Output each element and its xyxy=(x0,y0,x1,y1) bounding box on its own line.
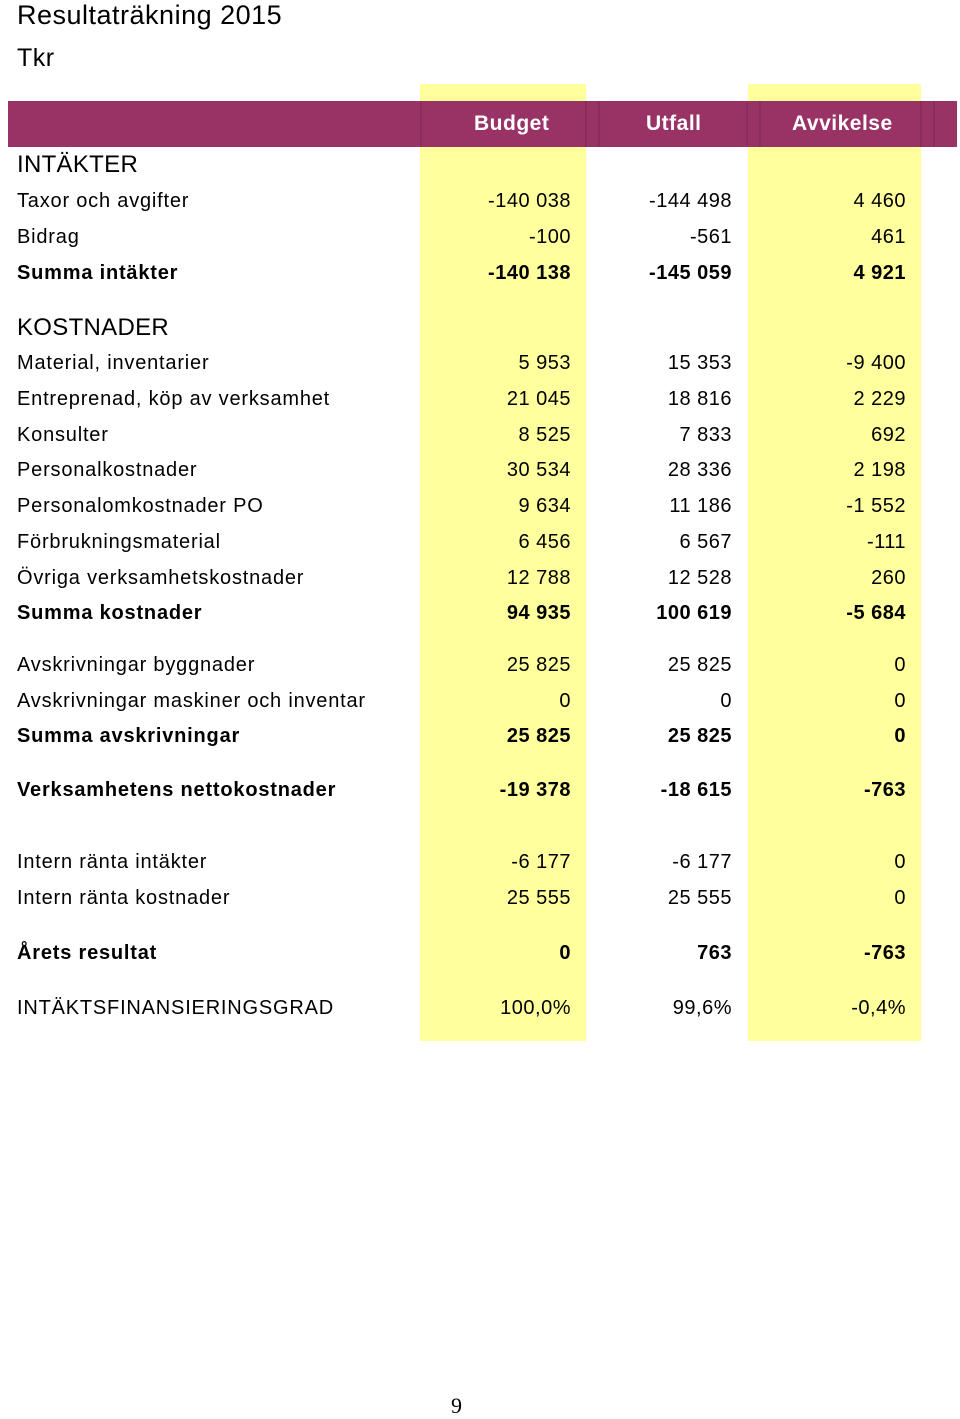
table-row xyxy=(0,567,960,597)
budget-value: 9 634 xyxy=(518,495,571,517)
section-intakter: INTÄKTER xyxy=(17,151,139,178)
utfall-value: 28 336 xyxy=(667,459,732,481)
utfall-value: 6 567 xyxy=(679,531,732,553)
budget-value: 6 456 xyxy=(518,531,571,553)
row-label: Avskrivningar byggnader xyxy=(17,654,256,676)
table-row xyxy=(0,887,960,917)
utfall-value: 25 825 xyxy=(667,725,732,747)
utfall-value: -145 059 xyxy=(649,262,732,284)
budget-value: -6 177 xyxy=(511,851,571,873)
avvikelse-value: -5 684 xyxy=(846,602,906,624)
utfall-value: 100 619 xyxy=(656,602,732,624)
utfall-value: -144 498 xyxy=(649,190,732,212)
row-label: Verksamhetens nettokostnader xyxy=(17,779,337,801)
row-label: Intern ränta kostnader xyxy=(17,887,231,909)
utfall-value: 15 353 xyxy=(667,352,732,374)
row-label: Övriga verksamhetskostnader xyxy=(17,567,305,589)
budget-value: 0 xyxy=(559,690,571,712)
utfall-value: 99,6% xyxy=(672,997,732,1019)
avvikelse-value: -763 xyxy=(863,942,906,964)
table-row xyxy=(0,690,960,720)
avvikelse-value: 0 xyxy=(894,851,906,873)
budget-value: 12 788 xyxy=(506,567,571,589)
row-label: Material, inventarier xyxy=(17,352,210,374)
row-label: Summa intäkter xyxy=(17,262,179,284)
avvikelse-value: 260 xyxy=(871,567,906,589)
utfall-value: -561 xyxy=(689,226,732,248)
header-utfall: Utfall xyxy=(646,112,702,135)
budget-value: 5 953 xyxy=(518,352,571,374)
budget-value: -19 378 xyxy=(499,779,571,801)
header-budget: Budget xyxy=(474,112,550,135)
avvikelse-value: 4 921 xyxy=(853,262,906,284)
page-number: 9 xyxy=(451,1393,462,1418)
avvikelse-value: 0 xyxy=(894,887,906,909)
table-row xyxy=(0,262,960,292)
avvikelse-value: -111 xyxy=(866,531,906,553)
utfall-value: -6 177 xyxy=(672,851,732,873)
avvikelse-value: -1 552 xyxy=(846,495,906,517)
utfall-value: 763 xyxy=(697,942,732,964)
budget-value: 30 534 xyxy=(506,459,571,481)
avvikelse-value: -763 xyxy=(863,779,906,801)
utfall-value: 11 186 xyxy=(669,495,732,517)
table-row xyxy=(0,942,960,972)
table-row xyxy=(0,725,960,755)
avvikelse-value: -0,4% xyxy=(851,997,906,1019)
table-row xyxy=(0,654,960,684)
row-label: Personalomkostnader PO xyxy=(17,495,264,517)
avvikelse-value: 4 460 xyxy=(853,190,906,212)
table-row xyxy=(0,602,960,632)
budget-value: -140 138 xyxy=(488,262,571,284)
avvikelse-value: 0 xyxy=(894,725,906,747)
row-label: Summa avskrivningar xyxy=(17,725,241,747)
budget-value: 25 825 xyxy=(506,654,571,676)
table-row xyxy=(0,226,960,256)
table-row xyxy=(0,851,960,881)
budget-value: -140 038 xyxy=(488,190,571,212)
table-row xyxy=(0,388,960,418)
table-row xyxy=(0,352,960,382)
table-row xyxy=(0,779,960,809)
row-label: INTÄKTSFINANSIERINGSGRAD xyxy=(17,997,335,1019)
row-label: Konsulter xyxy=(17,424,109,446)
avvikelse-value: 0 xyxy=(894,690,906,712)
utfall-value: 12 528 xyxy=(667,567,732,589)
avvikelse-value: 2 229 xyxy=(853,388,906,410)
budget-value: 25 825 xyxy=(506,725,571,747)
budget-value: 8 525 xyxy=(518,424,571,446)
budget-value: 100,0% xyxy=(500,997,571,1019)
table-row xyxy=(0,424,960,454)
budget-value: 21 045 xyxy=(506,388,571,410)
header-avvikelse: Avvikelse xyxy=(792,112,893,135)
row-label: Summa kostnader xyxy=(17,602,203,624)
table-row xyxy=(0,997,960,1027)
row-label: Intern ränta intäkter xyxy=(17,851,208,873)
table-row xyxy=(0,495,960,525)
row-label: Avskrivningar maskiner och inventar xyxy=(17,690,366,712)
utfall-value: 0 xyxy=(720,690,732,712)
table-row xyxy=(0,531,960,561)
row-label: Taxor och avgifter xyxy=(17,190,190,212)
avvikelse-value: 2 198 xyxy=(853,459,906,481)
utfall-value: -18 615 xyxy=(660,779,732,801)
utfall-value: 18 816 xyxy=(667,388,732,410)
row-label: Entreprenad, köp av verksamhet xyxy=(17,388,331,410)
budget-value: -100 xyxy=(528,226,571,248)
row-label: Årets resultat xyxy=(17,942,158,964)
budget-value: 0 xyxy=(559,942,571,964)
row-label: Personalkostnader xyxy=(17,459,198,481)
budget-value: 25 555 xyxy=(506,887,571,909)
avvikelse-value: 461 xyxy=(871,226,906,248)
page-title: Resultaträkning 2015 xyxy=(17,0,283,30)
avvikelse-value: 692 xyxy=(871,424,906,446)
table-row xyxy=(0,190,960,220)
utfall-value: 25 555 xyxy=(667,887,732,909)
utfall-value: 7 833 xyxy=(679,424,732,446)
avvikelse-value: 0 xyxy=(894,654,906,676)
row-label: Förbrukningsmaterial xyxy=(17,531,221,553)
budget-value: 94 935 xyxy=(506,602,571,624)
table-row xyxy=(0,459,960,489)
avvikelse-value: -9 400 xyxy=(846,352,906,374)
section-kostnader: KOSTNADER xyxy=(17,314,170,341)
utfall-value: 25 825 xyxy=(667,654,732,676)
unit-label: Tkr xyxy=(17,44,55,72)
row-label: Bidrag xyxy=(17,226,80,248)
